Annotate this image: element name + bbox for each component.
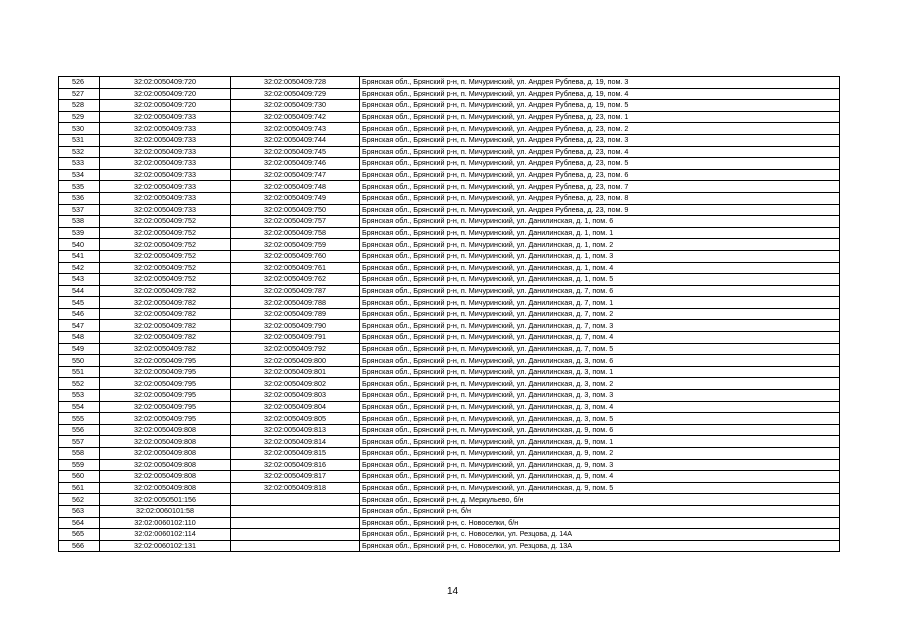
- parcel-cadastral-number-cell: 32:02:0050409:752: [100, 274, 231, 286]
- row-number-cell: 527: [59, 88, 100, 100]
- object-cadastral-number-cell: 32:02:0050409:748: [231, 181, 360, 193]
- parcel-cadastral-number-cell: 32:02:0050409:733: [100, 111, 231, 123]
- address-cell: Брянская обл., Брянский р-н, п. Мичуринский, ул. Данилинская, д. 9, пом. 2: [360, 448, 840, 460]
- row-number-cell: 560: [59, 471, 100, 483]
- address-cell: Брянская обл., Брянский р-н, п. Мичуринский, ул. Андрея Рублева, д. 23, пом. 2: [360, 123, 840, 135]
- object-cadastral-number-cell: 32:02:0050409:790: [231, 320, 360, 332]
- address-cell: Брянская обл., Брянский р-н, п. Мичуринский, ул. Данилинская, д. 9, пом. 4: [360, 471, 840, 483]
- row-number-cell: 545: [59, 297, 100, 309]
- address-cell: Брянская обл., Брянский р-н, п. Мичуринский, ул. Андрея Рублева, д. 23, пом. 5: [360, 158, 840, 170]
- object-cadastral-number-cell: 32:02:0050409:758: [231, 227, 360, 239]
- row-number-cell: 549: [59, 343, 100, 355]
- row-number-cell: 529: [59, 111, 100, 123]
- parcel-cadastral-number-cell: 32:02:0050409:733: [100, 192, 231, 204]
- row-number-cell: 535: [59, 181, 100, 193]
- address-cell: Брянская обл., Брянский р-н, п. Мичуринский, ул. Андрея Рублева, д. 23, пом. 4: [360, 146, 840, 158]
- table-row: [59, 494, 840, 506]
- parcel-cadastral-number-cell: 32:02:0060101:58: [100, 505, 231, 517]
- address-cell: Брянская обл., Брянский р-н, п. Мичуринский, ул. Данилинская, д. 1, пом. 6: [360, 216, 840, 228]
- parcel-cadastral-number-cell: 32:02:0060102:114: [100, 529, 231, 541]
- address-cell: Брянская обл., Брянский р-н, п. Мичуринский, ул. Андрея Рублева, д. 19, пом. 3: [360, 77, 840, 89]
- table-row: [59, 459, 840, 471]
- address-cell: Брянская обл., Брянский р-н, п. Мичуринский, ул. Данилинская, д. 7, пом. 1: [360, 297, 840, 309]
- table-row: [59, 111, 840, 123]
- object-cadastral-number-cell: 32:02:0050409:760: [231, 250, 360, 262]
- address-cell: Брянская обл., Брянский р-н, п. Мичуринский, ул. Данилинская, д. 1, пом. 3: [360, 250, 840, 262]
- object-cadastral-number-cell: 32:02:0050409:762: [231, 274, 360, 286]
- table-row: [59, 378, 840, 390]
- object-cadastral-number-cell: [231, 517, 360, 529]
- page-number: 14: [446, 586, 459, 597]
- object-cadastral-number-cell: 32:02:0050409:817: [231, 471, 360, 483]
- parcel-cadastral-number-cell: 32:02:0050409:795: [100, 355, 231, 367]
- object-cadastral-number-cell: 32:02:0050409:803: [231, 390, 360, 402]
- row-number-cell: 546: [59, 308, 100, 320]
- object-cadastral-number-cell: 32:02:0050409:743: [231, 123, 360, 135]
- address-cell: Брянская обл., Брянский р-н, д. Меркульево, б/н: [360, 494, 840, 506]
- row-number-cell: 547: [59, 320, 100, 332]
- table-row: [59, 540, 840, 552]
- parcel-cadastral-number-cell: 32:02:0050409:752: [100, 250, 231, 262]
- table-row: [59, 262, 840, 274]
- table-row: [59, 332, 840, 344]
- row-number-cell: 565: [59, 529, 100, 541]
- row-number-cell: 548: [59, 332, 100, 344]
- address-cell: Брянская обл., Брянский р-н, п. Мичуринский, ул. Данилинская, д. 3, пом. 4: [360, 401, 840, 413]
- table-row: [59, 482, 840, 494]
- object-cadastral-number-cell: [231, 494, 360, 506]
- table-row: [59, 250, 840, 262]
- row-number-cell: 555: [59, 413, 100, 425]
- object-cadastral-number-cell: 32:02:0050409:814: [231, 436, 360, 448]
- address-cell: Брянская обл., Брянский р-н, п. Мичуринский, ул. Андрея Рублева, д. 23, пом. 7: [360, 181, 840, 193]
- address-cell: Брянская обл., Брянский р-н, п. Мичуринский, ул. Андрея Рублева, д. 23, пом. 9: [360, 204, 840, 216]
- address-cell: Брянская обл., Брянский р-н, п. Мичуринский, ул. Данилинская, д. 1, пом. 5: [360, 274, 840, 286]
- table-row: [59, 123, 840, 135]
- table-row: [59, 77, 840, 89]
- table-row: [59, 239, 840, 251]
- table-row: [59, 448, 840, 460]
- row-number-cell: 540: [59, 239, 100, 251]
- address-cell: Брянская обл., Брянский р-н, п. Мичуринский, ул. Данилинская, д. 7, пом. 5: [360, 343, 840, 355]
- address-cell: Брянская обл., Брянский р-н, п. Мичуринский, ул. Данилинская, д. 9, пом. 3: [360, 459, 840, 471]
- parcel-cadastral-number-cell: 32:02:0050409:782: [100, 297, 231, 309]
- address-cell: Брянская обл., Брянский р-н, п. Мичуринский, ул. Данилинская, д. 3, пом. 5: [360, 413, 840, 425]
- address-cell: Брянская обл., Брянский р-н, п. Мичуринский, ул. Андрея Рублева, д. 23, пом. 8: [360, 192, 840, 204]
- object-cadastral-number-cell: 32:02:0050409:742: [231, 111, 360, 123]
- row-number-cell: 559: [59, 459, 100, 471]
- table-body: [59, 77, 840, 552]
- address-cell: Брянская обл., Брянский р-н, п. Мичуринский, ул. Данилинская, д. 1, пом. 4: [360, 262, 840, 274]
- object-cadastral-number-cell: 32:02:0050409:750: [231, 204, 360, 216]
- address-cell: Брянская обл., Брянский р-н, п. Мичуринский, ул. Данилинская, д. 9, пом. 1: [360, 436, 840, 448]
- parcel-cadastral-number-cell: 32:02:0050409:720: [100, 100, 231, 112]
- parcel-cadastral-number-cell: 32:02:0050409:782: [100, 308, 231, 320]
- table-row: [59, 529, 840, 541]
- table-row: [59, 274, 840, 286]
- address-cell: Брянская обл., Брянский р-н, п. Мичуринский, ул. Андрея Рублева, д. 19, пом. 5: [360, 100, 840, 112]
- parcel-cadastral-number-cell: 32:02:0060102:131: [100, 540, 231, 552]
- parcel-cadastral-number-cell: 32:02:0050409:720: [100, 88, 231, 100]
- object-cadastral-number-cell: 32:02:0050409:747: [231, 169, 360, 181]
- parcel-cadastral-number-cell: 32:02:0050409:782: [100, 285, 231, 297]
- table-row: [59, 390, 840, 402]
- address-cell: Брянская обл., Брянский р-н, п. Мичуринский, ул. Андрея Рублева, д. 23, пом. 6: [360, 169, 840, 181]
- object-cadastral-number-cell: 32:02:0050409:804: [231, 401, 360, 413]
- row-number-cell: 566: [59, 540, 100, 552]
- object-cadastral-number-cell: 32:02:0050409:788: [231, 297, 360, 309]
- row-number-cell: 530: [59, 123, 100, 135]
- address-cell: Брянская обл., Брянский р-н, п. Мичуринский, ул. Данилинская, д. 9, пом. 6: [360, 424, 840, 436]
- row-number-cell: 562: [59, 494, 100, 506]
- row-number-cell: 526: [59, 77, 100, 89]
- row-number-cell: 538: [59, 216, 100, 228]
- address-cell: Брянская обл., Брянский р-н, п. Мичуринский, ул. Данилинская, д. 9, пом. 5: [360, 482, 840, 494]
- parcel-cadastral-number-cell: 32:02:0050409:808: [100, 424, 231, 436]
- row-number-cell: 539: [59, 227, 100, 239]
- row-number-cell: 550: [59, 355, 100, 367]
- address-cell: Брянская обл., Брянский р-н, с. Новоселки, ул. Резцова, д. 13А: [360, 540, 840, 552]
- object-cadastral-number-cell: [231, 540, 360, 552]
- parcel-cadastral-number-cell: 32:02:0050409:808: [100, 482, 231, 494]
- parcel-cadastral-number-cell: 32:02:0050409:733: [100, 134, 231, 146]
- row-number-cell: 536: [59, 192, 100, 204]
- row-number-cell: 533: [59, 158, 100, 170]
- object-cadastral-number-cell: 32:02:0050409:761: [231, 262, 360, 274]
- parcel-cadastral-number-cell: 32:02:0050409:808: [100, 436, 231, 448]
- table-row: [59, 88, 840, 100]
- object-cadastral-number-cell: 32:02:0050409:759: [231, 239, 360, 251]
- table-row: [59, 471, 840, 483]
- address-cell: Брянская обл., Брянский р-н, п. Мичуринский, ул. Данилинская, д. 3, пом. 2: [360, 378, 840, 390]
- parcel-cadastral-number-cell: 32:02:0050409:752: [100, 216, 231, 228]
- parcel-cadastral-number-cell: 32:02:0050409:795: [100, 413, 231, 425]
- table-row: [59, 517, 840, 529]
- address-cell: Брянская обл., Брянский р-н, п. Мичуринский, ул. Андрея Рублева, д. 19, пом. 4: [360, 88, 840, 100]
- address-cell: Брянская обл., Брянский р-н, п. Мичуринский, ул. Данилинская, д. 3, пом. 1: [360, 366, 840, 378]
- parcel-cadastral-number-cell: 32:02:0050409:795: [100, 390, 231, 402]
- table-row: [59, 424, 840, 436]
- parcel-cadastral-number-cell: 32:02:0050409:782: [100, 343, 231, 355]
- table-row: [59, 413, 840, 425]
- address-cell: Брянская обл., Брянский р-н, п. Мичуринский, ул. Данилинская, д. 7, пом. 2: [360, 308, 840, 320]
- table-row: [59, 192, 840, 204]
- object-cadastral-number-cell: 32:02:0050409:802: [231, 378, 360, 390]
- table-row: [59, 100, 840, 112]
- parcel-cadastral-number-cell: 32:02:0050409:733: [100, 146, 231, 158]
- parcel-cadastral-number-cell: 32:02:0050501:156: [100, 494, 231, 506]
- object-cadastral-number-cell: 32:02:0050409:730: [231, 100, 360, 112]
- row-number-cell: 556: [59, 424, 100, 436]
- address-cell: Брянская обл., Брянский р-н, б/н: [360, 505, 840, 517]
- table-row: [59, 204, 840, 216]
- table-row: [59, 401, 840, 413]
- row-number-cell: 552: [59, 378, 100, 390]
- address-cell: Брянская обл., Брянский р-н, п. Мичуринский, ул. Андрея Рублева, д. 23, пом. 1: [360, 111, 840, 123]
- address-cell: Брянская обл., Брянский р-н, с. Новоселки, ул. Резцова, д. 14А: [360, 529, 840, 541]
- parcel-cadastral-number-cell: 32:02:0050409:795: [100, 366, 231, 378]
- row-number-cell: 558: [59, 448, 100, 460]
- object-cadastral-number-cell: 32:02:0050409:805: [231, 413, 360, 425]
- object-cadastral-number-cell: [231, 529, 360, 541]
- object-cadastral-number-cell: 32:02:0050409:744: [231, 134, 360, 146]
- object-cadastral-number-cell: 32:02:0050409:787: [231, 285, 360, 297]
- table-row: [59, 366, 840, 378]
- address-cell: Брянская обл., Брянский р-н, с. Новоселки, б/н: [360, 517, 840, 529]
- parcel-cadastral-number-cell: 32:02:0050409:795: [100, 378, 231, 390]
- object-table: [58, 76, 840, 552]
- table-row: [59, 297, 840, 309]
- object-cadastral-number-cell: 32:02:0050409:746: [231, 158, 360, 170]
- object-cadastral-number-cell: 32:02:0050409:816: [231, 459, 360, 471]
- table-row: [59, 146, 840, 158]
- address-cell: Брянская обл., Брянский р-н, п. Мичуринский, ул. Данилинская, д. 7, пом. 6: [360, 285, 840, 297]
- address-cell: Брянская обл., Брянский р-н, п. Мичуринский, ул. Данилинская, д. 7, пом. 3: [360, 320, 840, 332]
- table-row: [59, 343, 840, 355]
- parcel-cadastral-number-cell: 32:02:0050409:733: [100, 169, 231, 181]
- row-number-cell: 534: [59, 169, 100, 181]
- object-cadastral-number-cell: 32:02:0050409:728: [231, 77, 360, 89]
- parcel-cadastral-number-cell: 32:02:0050409:733: [100, 181, 231, 193]
- table-row: [59, 134, 840, 146]
- address-cell: Брянская обл., Брянский р-н, п. Мичуринский, ул. Данилинская, д. 7, пом. 4: [360, 332, 840, 344]
- object-cadastral-number-cell: 32:02:0050409:813: [231, 424, 360, 436]
- row-number-cell: 544: [59, 285, 100, 297]
- parcel-cadastral-number-cell: 32:02:0050409:752: [100, 262, 231, 274]
- parcel-cadastral-number-cell: 32:02:0050409:782: [100, 320, 231, 332]
- parcel-cadastral-number-cell: 32:02:0050409:782: [100, 332, 231, 344]
- row-number-cell: 551: [59, 366, 100, 378]
- table-row: [59, 436, 840, 448]
- object-cadastral-number-cell: 32:02:0050409:791: [231, 332, 360, 344]
- row-number-cell: 542: [59, 262, 100, 274]
- parcel-cadastral-number-cell: 32:02:0050409:733: [100, 204, 231, 216]
- object-cadastral-number-cell: 32:02:0050409:818: [231, 482, 360, 494]
- table-row: [59, 158, 840, 170]
- row-number-cell: 554: [59, 401, 100, 413]
- parcel-cadastral-number-cell: 32:02:0050409:752: [100, 239, 231, 251]
- parcel-cadastral-number-cell: 32:02:0050409:808: [100, 459, 231, 471]
- parcel-cadastral-number-cell: 32:02:0050409:720: [100, 77, 231, 89]
- row-number-cell: 532: [59, 146, 100, 158]
- object-cadastral-number-cell: 32:02:0050409:729: [231, 88, 360, 100]
- address-cell: Брянская обл., Брянский р-н, п. Мичуринский, ул. Данилинская, д. 1, пом. 2: [360, 239, 840, 251]
- row-number-cell: 528: [59, 100, 100, 112]
- table-row: [59, 227, 840, 239]
- row-number-cell: 531: [59, 134, 100, 146]
- address-cell: Брянская обл., Брянский р-н, п. Мичуринский, ул. Данилинская, д. 3, пом. 3: [360, 390, 840, 402]
- table-row: [59, 216, 840, 228]
- row-number-cell: 557: [59, 436, 100, 448]
- table-row: [59, 169, 840, 181]
- object-cadastral-number-cell: 32:02:0050409:745: [231, 146, 360, 158]
- object-cadastral-number-cell: 32:02:0050409:815: [231, 448, 360, 460]
- table-row: [59, 181, 840, 193]
- object-cadastral-number-cell: 32:02:0050409:757: [231, 216, 360, 228]
- parcel-cadastral-number-cell: 32:02:0050409:795: [100, 401, 231, 413]
- address-cell: Брянская обл., Брянский р-н, п. Мичуринский, ул. Данилинская, д. 3, пом. 6: [360, 355, 840, 367]
- parcel-cadastral-number-cell: 32:02:0050409:808: [100, 448, 231, 460]
- parcel-cadastral-number-cell: 32:02:0050409:808: [100, 471, 231, 483]
- row-number-cell: 561: [59, 482, 100, 494]
- parcel-cadastral-number-cell: 32:02:0060102:110: [100, 517, 231, 529]
- address-cell: Брянская обл., Брянский р-н, п. Мичуринский, ул. Андрея Рублева, д. 23, пом. 3: [360, 134, 840, 146]
- row-number-cell: 541: [59, 250, 100, 262]
- row-number-cell: 553: [59, 390, 100, 402]
- parcel-cadastral-number-cell: 32:02:0050409:733: [100, 123, 231, 135]
- row-number-cell: 563: [59, 505, 100, 517]
- row-number-cell: 543: [59, 274, 100, 286]
- parcel-cadastral-number-cell: 32:02:0050409:752: [100, 227, 231, 239]
- object-cadastral-number-cell: 32:02:0050409:789: [231, 308, 360, 320]
- table-row: [59, 308, 840, 320]
- object-cadastral-number-cell: [231, 505, 360, 517]
- object-cadastral-number-cell: 32:02:0050409:801: [231, 366, 360, 378]
- row-number-cell: 537: [59, 204, 100, 216]
- table-row: [59, 355, 840, 367]
- table-row: [59, 320, 840, 332]
- table-row: [59, 505, 840, 517]
- address-cell: Брянская обл., Брянский р-н, п. Мичуринский, ул. Данилинская, д. 1, пом. 1: [360, 227, 840, 239]
- object-cadastral-number-cell: 32:02:0050409:792: [231, 343, 360, 355]
- row-number-cell: 564: [59, 517, 100, 529]
- object-cadastral-number-cell: 32:02:0050409:749: [231, 192, 360, 204]
- parcel-cadastral-number-cell: 32:02:0050409:733: [100, 158, 231, 170]
- object-cadastral-number-cell: 32:02:0050409:800: [231, 355, 360, 367]
- table-row: [59, 285, 840, 297]
